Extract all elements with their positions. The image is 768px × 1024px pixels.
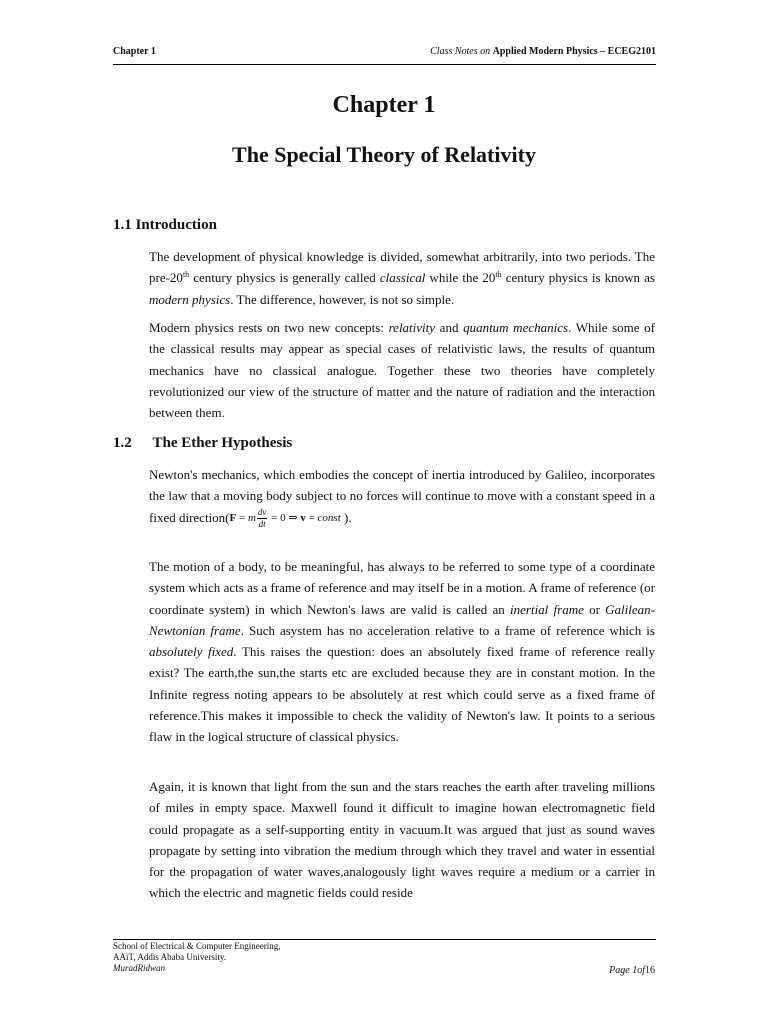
chapter-number: Chapter 1 xyxy=(332,92,436,118)
section-title: The Ether Hypothesis xyxy=(152,435,293,451)
header-chapter: Chapter 1 xyxy=(113,46,156,57)
header-notes-label: Class Notes on xyxy=(430,46,491,57)
footer-school: School of Electrical & Computer Engineering, xyxy=(113,941,281,951)
paragraph-ether-2: The motion of a body, to be meaningful, has always to be referred to some type of a coordinate system which acts as a frame of reference and may itself be in a motion. A frame of reference (or coordinate system) in which Newton's laws are valid is called an inertial frame or Galilean-Newtonian frame. Such asystem has no acceleration relative to a frame of reference which is absolutely fixed. This raises the question: does an absolutely fixed frame of reference really exist? The earth,the sun,the starts etc are excluded because they are in constant motion. In the Infinite regress noting appears to be absolutely at rest which could serve as a fixed frame of reference.This makes it impossible to check the validity of Newton's law. It points to a serious flaw in the logical structure of classical physics. xyxy=(149,559,655,745)
section-heading-ether xyxy=(113,435,292,452)
equation-newton-first-law: F = m $\frac{dv}{dt}$ = 0 ⇒ v = const xyxy=(229,507,341,530)
footer-divider xyxy=(113,939,656,940)
page-number: Page 1of16 xyxy=(609,965,655,976)
section-heading-introduction xyxy=(113,217,217,234)
footer-affiliation xyxy=(113,941,280,974)
paragraph-intro-2: Modern physics rests on two new concepts: relativity and quantum mechanics. While some of the classical results may appear as special cases of relativistic laws, the results of quantum mechanics have no classical analogue. Together these two theories have completely revolutionized our view of the structure of matter and the nature of radiation and the interaction between them. xyxy=(149,320,655,421)
paragraph-ether-1: Newton's mechanics, which embodies the concept of inertia introduced by Galileo, incorporates the law that a moving body subject to no forces will continue to move with a constant speed in a fixed direction(F = m $\frac{dv}{dt}$ = 0 ⇒ v = const ). xyxy=(149,467,655,530)
footer-university: AAiT, Addis Ababa University. xyxy=(113,952,226,962)
paragraph-intro-1: The development of physical knowledge is divided, somewhat arbitrarily, into two periods. The pre-20th century physics is generally called classical while the 20th century physics is known as modern physics. The difference, however, is not so simple. xyxy=(149,249,655,307)
section-number: 1.2 xyxy=(113,435,132,451)
chapter-title: The Special Theory of Relativity xyxy=(232,142,536,167)
equation-fraction: $\frac{dv}{dt}$ xyxy=(257,507,267,530)
running-header xyxy=(113,44,656,65)
header-course: Applied Modern Physics – ECEG2101 xyxy=(492,46,656,57)
section-number: 1.1 xyxy=(113,217,132,233)
header-course-info xyxy=(430,46,656,57)
section-title: Introduction xyxy=(135,217,217,233)
footer-author: MuradRidwan xyxy=(113,963,166,973)
paragraph-ether-3: Again, it is known that light from the sun and the stars reaches the earth after traveling millions of miles in empty space. Maxwell found it difficult to imagine howan electromagnetic field could propagate as a self-supporting entity in vacuum.It was argued that just as sound waves propagate by setting into vibration the medium through which they travel and water in essential for the propagation of water waves,analogously light waves require a medium or a carrier in which the electric and magnetic fields could reside xyxy=(149,779,655,901)
